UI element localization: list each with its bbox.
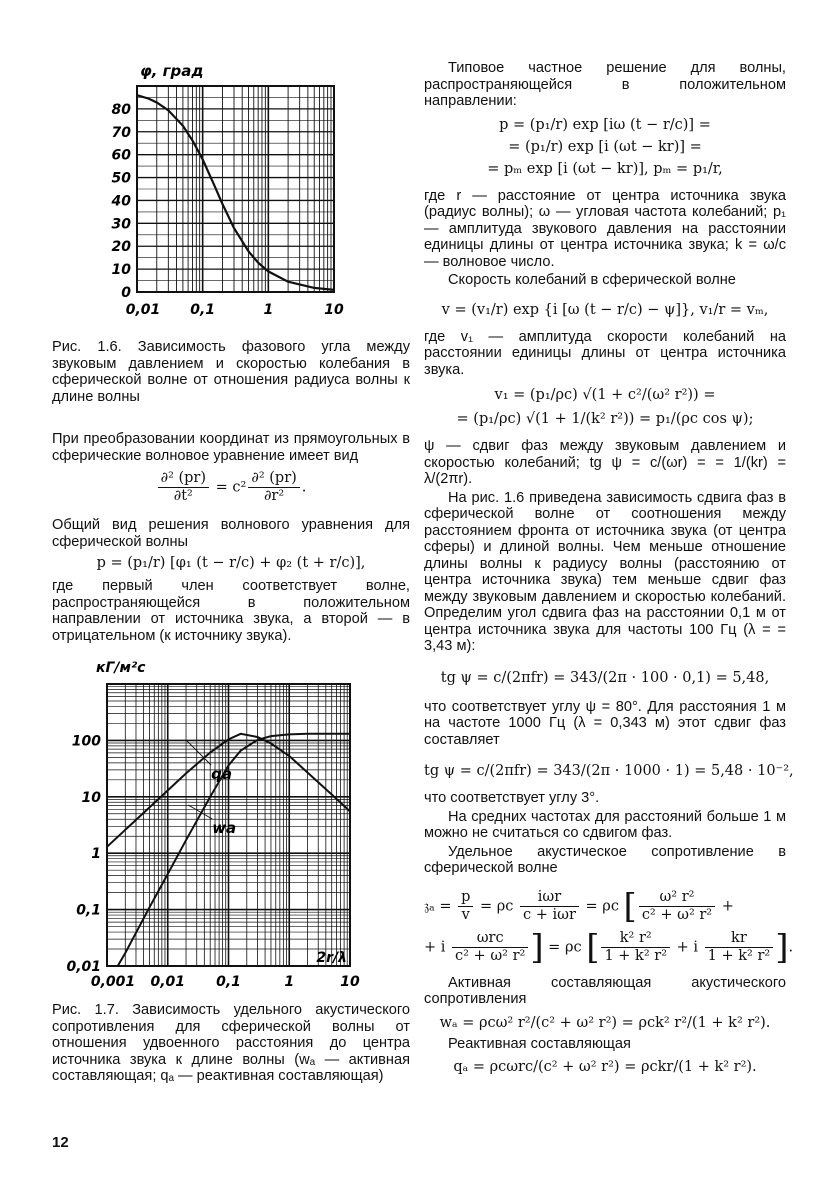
eq-wa: wₐ = ρcω² r²/(c² + ω² r²) = ρck² r²/(1 + k² r²). — [439, 1014, 771, 1031]
fig16-xtick-label: 1 — [263, 302, 274, 318]
eq-v1a: v₁ = (p₁/ρc) √(1 + c²/(ω² r²)) = — [494, 387, 716, 403]
para-transform: При преобразовании координат из прямоугольных в сферические волновое уравнение имеет вид — [52, 431, 410, 464]
fig17-ytick-label: 1 — [91, 846, 101, 863]
eq-tg2: tg ψ = c/(2πfr) = 343/(2π · 1000 · 1) = 5,48 · 10⁻², — [424, 763, 794, 779]
fig17-wa-leader — [188, 805, 212, 819]
fig17-xlabel: 2r/λ — [316, 950, 347, 966]
fig16-ytick-label: 30 — [111, 216, 131, 233]
para-where-v: где v₁ — амплитуда скорости колебаний на расстоянии единицы длины от центра источника звука. — [424, 328, 786, 378]
fig17-curve-wa — [118, 734, 350, 966]
eq-general: p = (p₁/r) [φ₁ (t − r/c) + φ₂ (t + r/c)], — [96, 555, 366, 571]
eq-z-line2: + i $\frac{\text{ωrc}}{\text{c² + ω² r²}}$ ] = ρc [ $\frac{\text{k² r²}}{\text{1 + k² r²}}$ + i $\frac{kr}{\text{1 + k² r²}}$ ]. — [424, 927, 794, 967]
fig16-ytick-label: 80 — [111, 101, 131, 118]
fig17-qa-label: qa — [211, 765, 232, 784]
fig17-ytick-label: 100 — [71, 733, 101, 750]
fig16-ytick-label: 20 — [111, 239, 131, 256]
para-mid: На средних частотах для расстояний больше 1 м можно не считаться со сдвигом фаз. — [424, 808, 786, 841]
eq-p1: p = (p₁/r) exp [iω (t − r/c)] = — [499, 116, 711, 133]
eq-p3: = pₘ exp [i (ωt − kr)], pₘ = p₁/r, — [487, 160, 723, 177]
para-active: Активная составляющая акустического сопротивления — [424, 974, 786, 1007]
fig17-ytick-label: 0,1 — [76, 902, 101, 919]
para-velocity: Скорость колебаний в сферической волне — [448, 272, 736, 288]
fig16-ytick-label: 40 — [111, 193, 131, 210]
fig16-caption: Рис. 1.6. Зависимость фазового угла между звуковым давлением и скоростью колебания в сферической волне от отношения радиуса волны к длине волны — [52, 339, 410, 405]
eq-z-line1: 𝔷ₐ = $\frac{p}{v}$ = ρc $\frac{\text{iωr}}{\text{c + iωr}}$ = ρc [ $\frac{\text{ω² r²}}{\text{c² + ω² r²}}$ + — [424, 886, 734, 926]
para-psi: ψ — сдвиг фаз между звуковым давлением и скоростью колебаний; tg ψ = c/(ωr) = = 1/(kr) = λ/(2πr). — [424, 438, 786, 487]
fig17-xtick-label: 0,1 — [216, 974, 241, 990]
fig16-ytick-label: 60 — [111, 147, 131, 164]
fig17-xtick-label: 0,001 — [90, 974, 136, 990]
eq-wave: $\frac{\text{∂² (pr)}}{\text{∂t²}}$ = c² $\frac{\text{∂² (pr)}}{\text{∂r²}}$ . — [52, 470, 410, 505]
fig17-ytick-label: 0,01 — [66, 959, 101, 975]
eq-v1b: = (p₁/ρc) √(1 + 1/(k² r²)) = p₁/(ρc cos ψ); — [456, 411, 754, 427]
fig17-ylabel: кГ/м²с — [96, 660, 146, 676]
fig16-ytick-label: 50 — [111, 170, 131, 187]
eq-qa: qₐ = ρcωrc/(c² + ω² r²) = ρckr/(1 + k² r²). — [453, 1059, 757, 1075]
fig16-xtick-label: 0,1 — [190, 302, 216, 318]
para-fig16: На рис. 1.6 приведена зависимость сдвига фаз в сферической волне от соотношения между расстоянием фронта от источника звука (от центра сферы) и длиной волны. Чем меньше отношение длины волны к радиусу волны (расстоянию от центра источника звука) тем меньше сдвиг фаз между звуковым давлением и скоростью колебаний. Определим угол сдвига фаз на расстоянии 0,1 м от центра источника звука для частоты 100 Гц (λ = = 3,43 м): — [424, 489, 786, 654]
fig16-ytick-label: 10 — [111, 262, 131, 279]
page-number: 12 — [52, 1134, 69, 1151]
figure-1-7-chart — [52, 654, 410, 996]
eq-v: v = (v₁/r) exp {i [ω (t − r/c) − ψ]}, v₁/r = vₘ, — [441, 301, 769, 318]
left-column — [52, 60, 410, 1085]
para-specific: Удельное акустическое сопротивление в сферической волне — [424, 843, 786, 876]
fig16-ytick-label: 0 — [121, 285, 131, 301]
para-reactive: Реактивная составляющая — [448, 1035, 631, 1052]
para-general: Общий вид решения волнового уравнения для сферической волны — [52, 517, 410, 550]
para-angle3: что соответствует углу 3°. — [424, 790, 600, 806]
fig17-xtick-label: 1 — [284, 974, 295, 990]
figure-1-6-chart — [52, 60, 410, 325]
fig17-xtick-label: 10 — [340, 974, 360, 990]
eq-tg1: tg ψ = c/(2πfr) = 343/(2π · 100 · 0,1) = 5,48, — [440, 669, 770, 686]
para-angle80: что соответствует углу ψ = 80°. Для расстояния 1 м на частоте 1000 Гц (λ = 0,343 м) этот сдвиг фаз составляет — [424, 698, 786, 748]
para-typical: Типовое частное решение для волны, распространяющейся в положительном направлении: — [424, 60, 786, 109]
eq-p2: = (p₁/r) exp [i (ωt − kr)] = — [508, 138, 702, 155]
right-column — [424, 60, 794, 1078]
fig17-xtick-label: 0,01 — [150, 974, 186, 990]
fig16-ytick-label: 70 — [111, 124, 131, 141]
fig17-ytick-label: 10 — [81, 789, 101, 806]
fig16-xtick-label: 10 — [324, 302, 344, 318]
para-terms: где первый член соответствует волне, распространяющейся в положительном направлении от источника звука, а второй — в отрицательном (к источнику звука). — [52, 578, 410, 644]
fig16-ylabel: φ, град — [140, 62, 204, 80]
fig16-curve-phi — [137, 95, 334, 290]
para-where-r: где r — расстояние от центра источника звука (радиус волны); ω — угловая частота колебаний; p₁ — амплитуда звукового давления на расстоянии единицы длины от центра источника звука; k = ω/c — волновое число. — [424, 187, 786, 270]
fig17-wa-label: wa — [212, 819, 237, 838]
fig16-xtick-label: 0,01 — [125, 302, 161, 318]
fig17-caption: Рис. 1.7. Зависимость удельного акустического сопротивления для сферической волны от отношения удвоенного расстояния до центра источника звука к длине волны (wₐ — активная составляющая; qₐ — реактивная составляющая) — [52, 1002, 410, 1084]
